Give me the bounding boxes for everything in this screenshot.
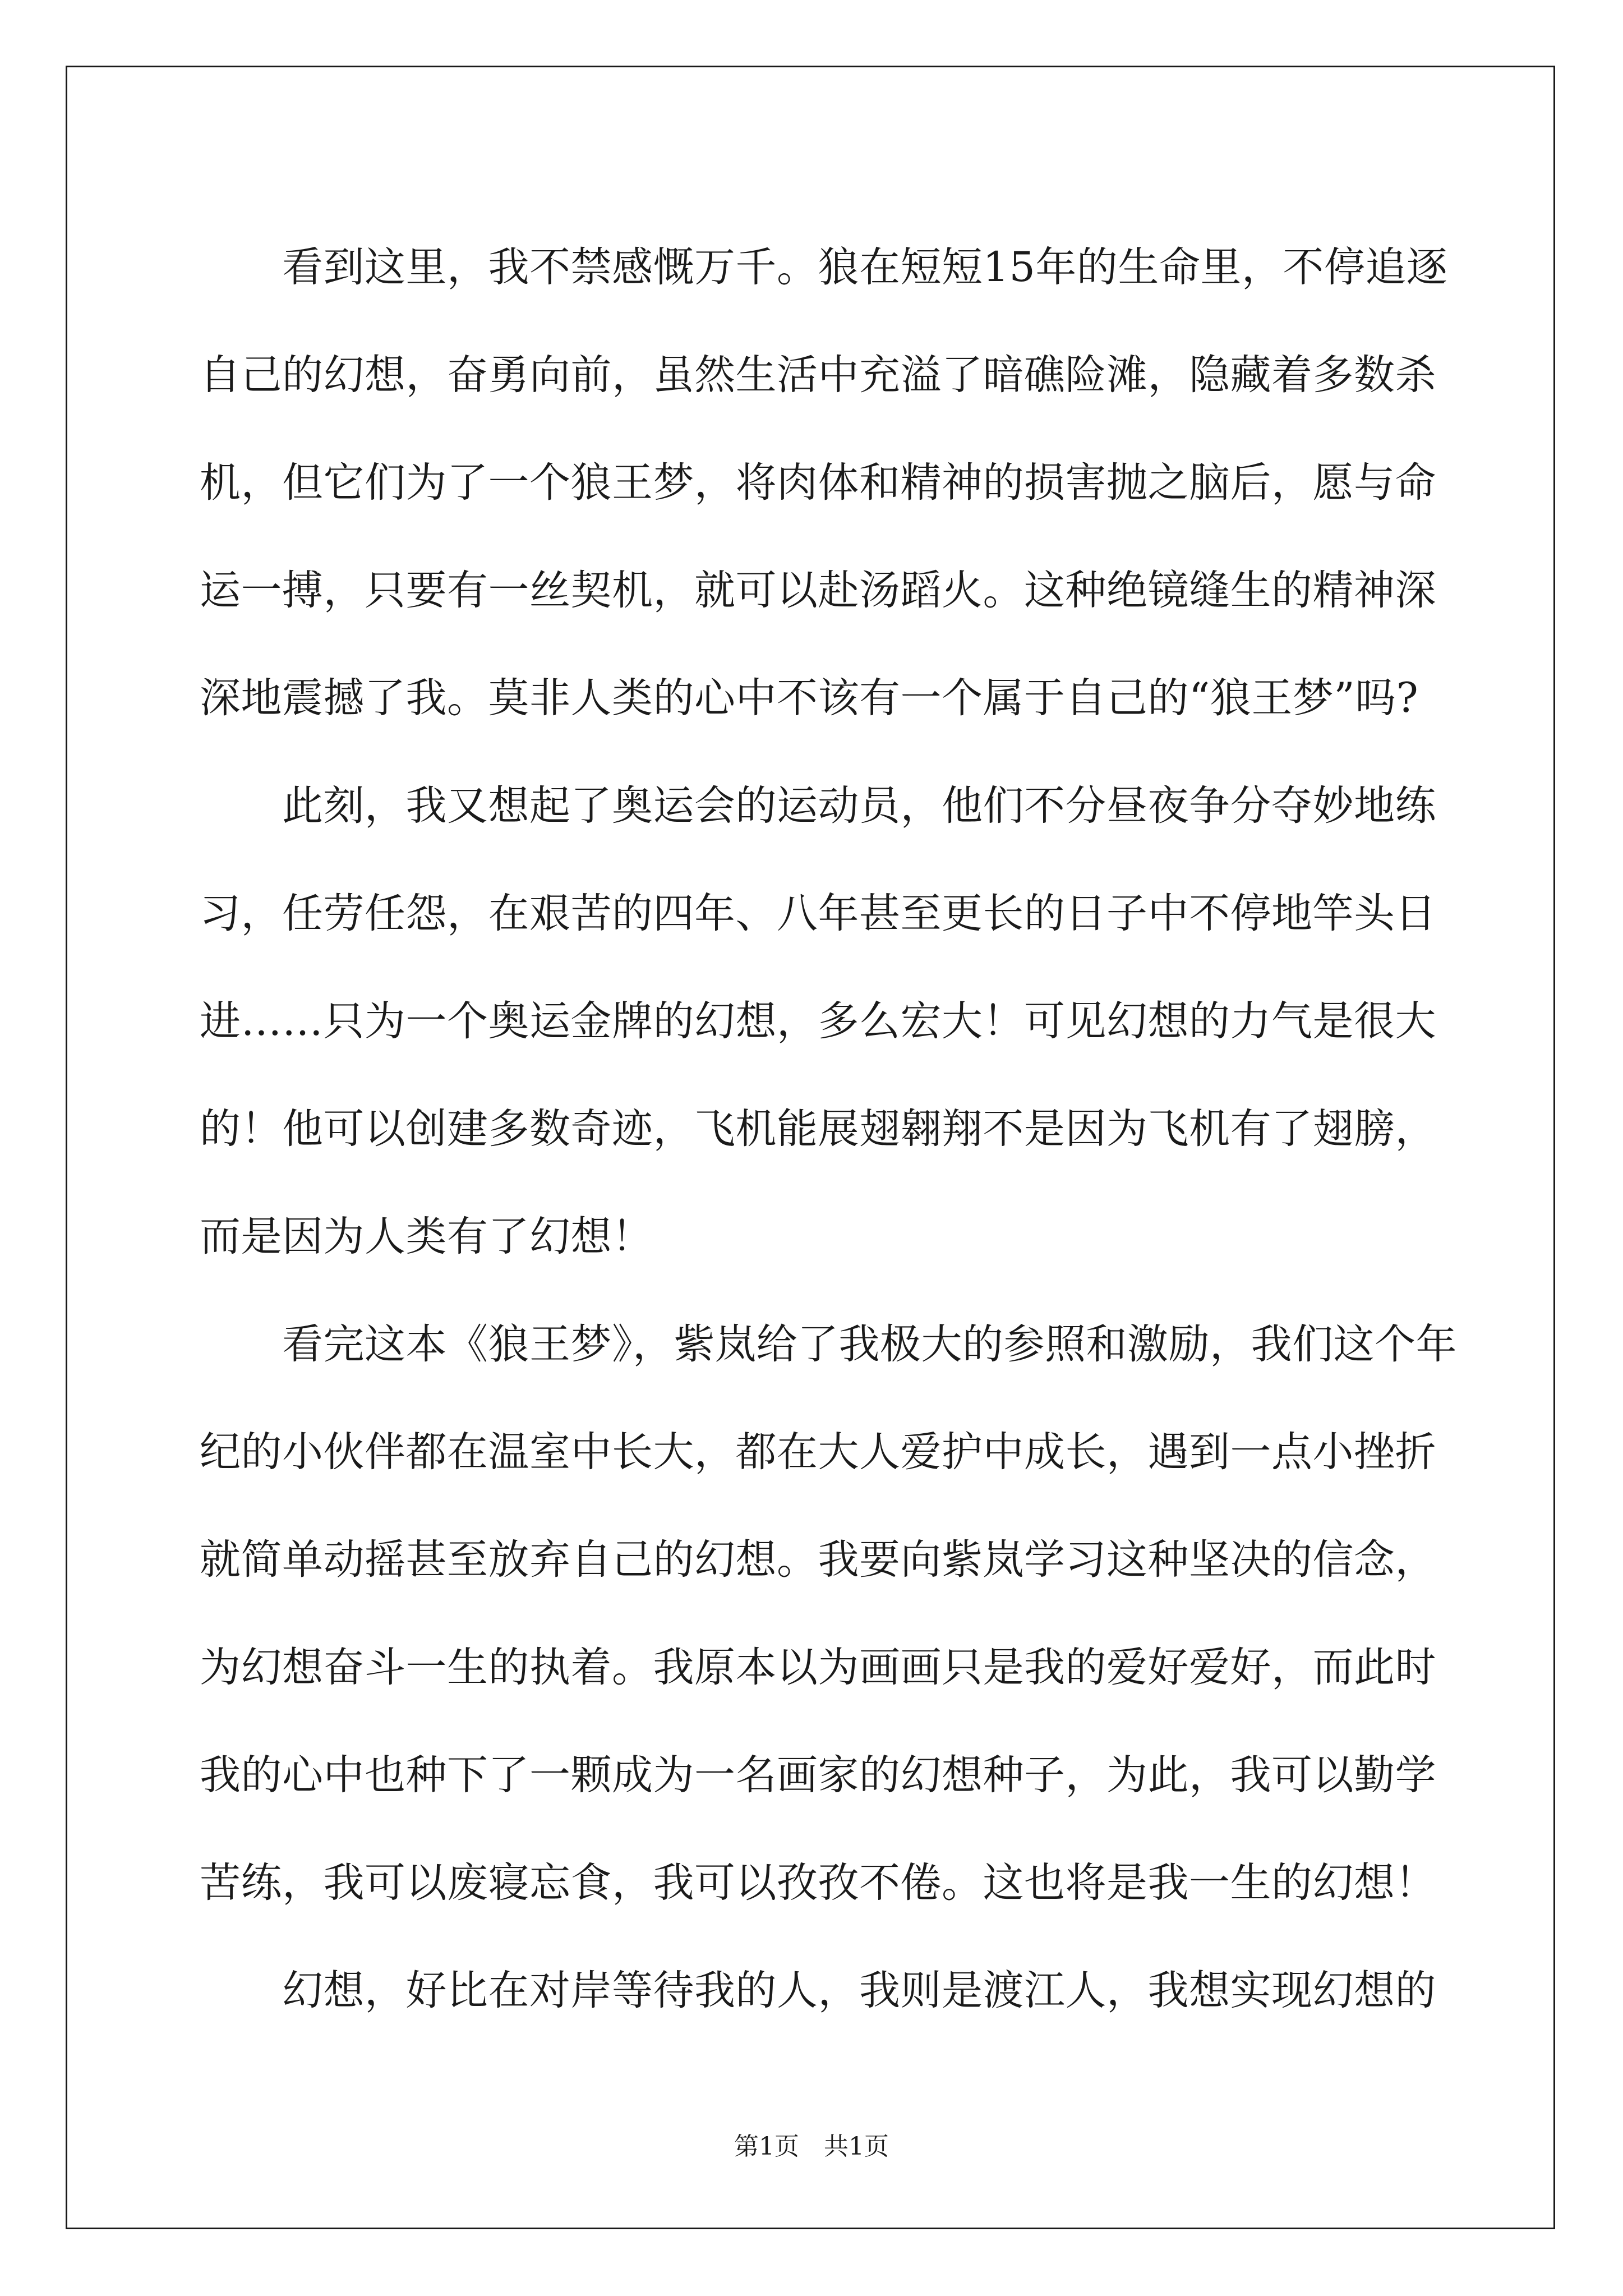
text-line: 看到这里，我不禁感慨万千。狼在短短15年的生命里，不停追逐 [200, 243, 1448, 291]
text-line: 自己的幻想，奋勇向前，虽然生活中充溢了暗礁险滩，隐藏着多数杀 [200, 351, 1436, 399]
text-line: 此刻，我又想起了奥运会的运动员，他们不分昼夜争分夺妙地练 [200, 782, 1436, 830]
text-line: 看完这本《狼王梦》，紫岚给了我极大的参照和激励，我们这个年 [200, 1320, 1457, 1368]
text-line: 运一搏，只要有一丝契机，就可以赴汤蹈火。这种绝镜缝生的精神深 [200, 567, 1436, 614]
text-line: 为幻想奋斗一生的执着。我原本以为画画只是我的爱好爱好，而此时 [200, 1644, 1436, 1691]
text-line: 进……只为一个奥运金牌的幻想，多么宏大！可见幻想的力气是很大 [200, 997, 1436, 1045]
text-line: 苦练，我可以废寝忘食，我可以孜孜不倦。这也将是我一生的幻想！ [200, 1859, 1436, 1907]
document-body [200, 214, 1457, 2045]
text-line: 深地震撼了我。莫非人类的心中不该有一个属于自己的“狼王梦”吗? [200, 674, 1419, 722]
text-line: 纪的小伙伴都在温室中长大，都在大人爱护中成长，遇到一点小挫折 [200, 1428, 1436, 1476]
text-line: 机，但它们为了一个狼王梦，将肉体和精神的损害抛之脑后，愿与命 [200, 459, 1436, 507]
text-line: 幻想，好比在对岸等待我的人，我则是渡江人，我想实现幻想的 [200, 1967, 1436, 2014]
page-number-label: 第1页 共1页 [734, 2132, 889, 2161]
text-line: 习，任劳任怨，在艰苦的四年、八年甚至更长的日子中不停地竿头日 [200, 890, 1436, 937]
text-line: 就简单动摇甚至放弃自己的幻想。我要向紫岚学习这种坚决的信念， [200, 1536, 1436, 1584]
text-line: 的！他可以创建多数奇迹，飞机能展翅翱翔不是因为飞机有了翅膀， [200, 1105, 1436, 1153]
page-footer [0, 2126, 1623, 2162]
text-line: 而是因为人类有了幻想！ [200, 1213, 653, 1260]
text-line: 我的心中也种下了一颗成为一名画家的幻想种子，为此，我可以勤学 [200, 1751, 1436, 1799]
